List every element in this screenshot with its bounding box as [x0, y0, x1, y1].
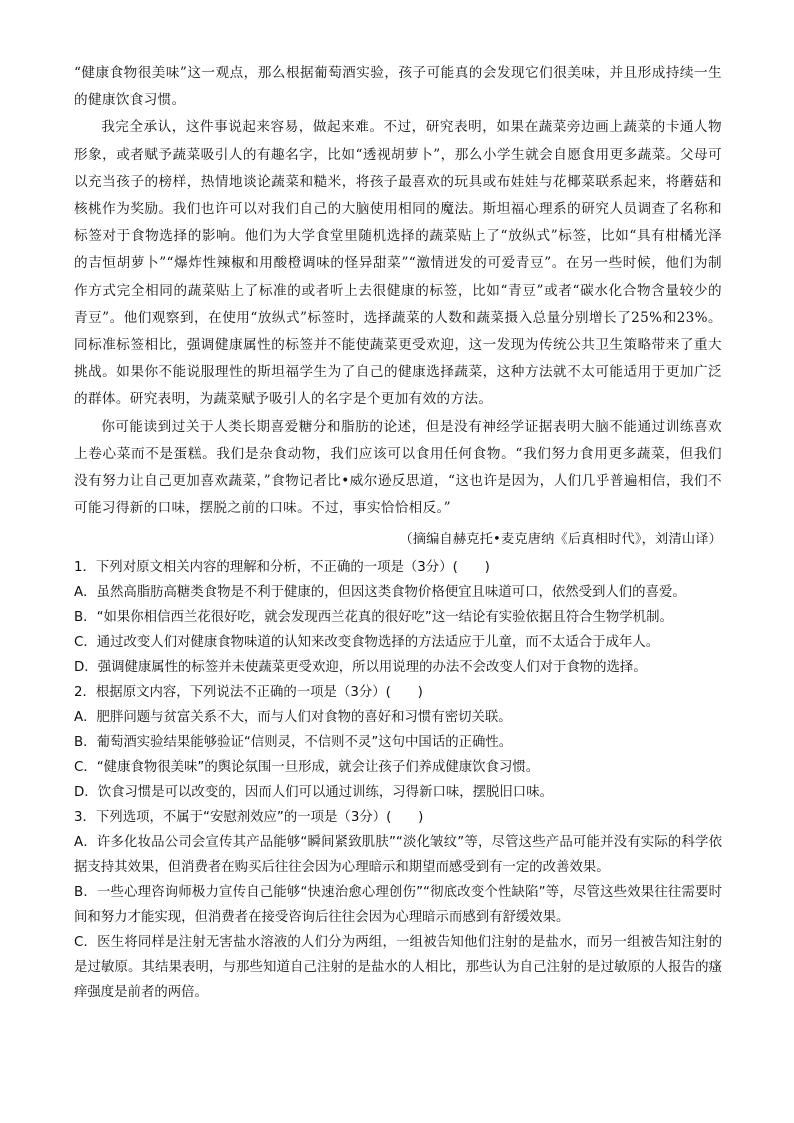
passage-source: （摘编自赫克托•麦克唐纳《后真相时代》，刘清山译） — [399, 532, 722, 548]
question-option: B．“如果你相信西兰花很好吃，就会发现西兰花真的很好吃”这一结论有实验依据且符合生物学机制。 — [74, 610, 673, 626]
question-option: A．虽然高脂肪高糖类食物是不利于健康的，但因这类食物价格便宜且味道可口，依然受到人们的喜爱。 — [74, 585, 686, 601]
reading-passage — [74, 60, 722, 522]
question-option: D．饮食习惯是可以改变的，因而人们可以通过训练，习得新口味，摆脱旧口味。 — [74, 785, 553, 801]
question-option: A．许多化妆品公司会宣传其产品能够“瞬间紧致肌肤”“淡化皱纹”等，尽管这些产品可能并没有实际的科学依据支持其效果，但消费者在购买后往往会因为心理暗示和期望而感受到有一定的改善效果。 — [74, 835, 722, 876]
passage-paragraph-1: “健康食物很美味”这一观点，那么根据葡萄酒实验，孩子可能真的会发现它们很美味，并且形成持续一生的健康饮食习惯。 — [74, 65, 722, 109]
question-option: C．通过改变人们对健康食物味道的认知来改变食物选择的方法适应于儿童，而不太适合于成年人。 — [74, 635, 660, 651]
question-option: B．一些心理咨询师极力宣传自己能够“快速治愈心理创伤”“彻底改变个性缺陷”等，尽管这些效果往往需要时间和努力才能实现，但消费者在接受咨询后往往会因为心理暗示而感到有舒缓效果。 — [74, 885, 722, 926]
question-stem: 2．根据原文内容，下列说法不正确的一项是（3分）( ) — [74, 685, 423, 701]
document-page — [74, 60, 722, 1005]
question-2 — [74, 680, 722, 805]
question-1 — [74, 555, 722, 680]
passage-paragraph-2: 我完全承认，这件事说起来容易，做起来难。不过，研究表明，如果在蔬菜旁边画上蔬菜的卡通人物形象，或者赋予蔬菜吸引人的有趣名字，比如“透视胡萝卜”，那么小学生就会自愿食用更多蔬菜。父母可以充当孩子的榜样，热情地谈论蔬菜和糙米，将孩子最喜欢的玩具或布娃娃与花椰菜联系起来，将蘑菇和核桃作为奖励。我们也许可以对我们自己的大脑使用相同的魔法。斯坦福心理系的研究人员调查了名称和标签对于食物选择的影响。他们为大学食堂里随机选择的蔬菜贴上了“放纵式”标签，比如“具有柑橘光泽的吉恒胡萝卜”“爆炸性辣椒和用酸橙调味的怪异甜菜”“激情迸发的可爱青豆”。在另一些时候，他们为制作方式完全相同的蔬菜贴上了标准的或者听上去很健康的标签，比如“青豆”或者“碳水化合物含量较少的青豆”。他们观察到，在使用“放纵式”标签时，选择蔬菜的人数和蔬菜摄入总量分别增长了25%和23%。同标准标签相比，强调健康属性的标签并不能使蔬菜更受欢迎，这一发现为传统公共卫生策略带来了重大挑战。如果你不能说服理性的斯坦福学生为了自己的健康选择蔬菜，这种方法就不太可能适用于更加广泛的群体。研究表明，为蔬菜赋予吸引人的名字是个更加有效的方法。 — [74, 119, 722, 408]
question-stem: 1．下列对原文相关内容的理解和分析，不正确的一项是（3分）( ) — [74, 560, 490, 576]
question-option: D．强调健康属性的标签并未使蔬菜更受欢迎，所以用说理的办法不会改变人们对于食物的选择。 — [74, 660, 647, 676]
question-stem: 3．下列选项，不属于“安慰剂效应”的一项是（3分）( ) — [74, 810, 424, 826]
question-option: A．肥胖问题与贫富关系不大，而与人们对食物的喜好和习惯有密切关联。 — [74, 710, 512, 726]
question-3 — [74, 805, 722, 1005]
question-option: B．葡萄酒实验结果能够验证“信则灵，不信则不灵”这句中国话的正确性。 — [74, 735, 513, 751]
passage-paragraph-3: 你可能读到过关于人类长期喜爱糖分和脂肪的论述，但是没有神经学证据表明大脑不能通过训练喜欢上卷心菜而不是蛋糕。我们是杂食动物，我们应该可以食用任何食物。“我们努力食用更多蔬菜，但我们没有努力让自己更加喜欢蔬菜，”食物记者比•威尔逊反思道，“这也许是因为，人们几乎普遍相信，我们不可能习得新的口味，摆脱之前的口味。不过，事实恰恰相反。” — [74, 418, 722, 517]
question-list — [74, 555, 722, 1005]
question-option: C．医生将同样是注射无害盐水溶液的人们分为两组，一组被告知他们注射的是盐水，而另一组被告知注射的是过敏原。其结果表明，与那些知道自己注射的是盐水的人相比，那些认为自己注射的是过敏原的人报告的瘙痒强度是前者的两倍。 — [74, 935, 722, 1001]
question-option: C．“健康食物很美味”的舆论氛围一旦形成，就会让孩子们养成健康饮食习惯。 — [74, 760, 540, 776]
